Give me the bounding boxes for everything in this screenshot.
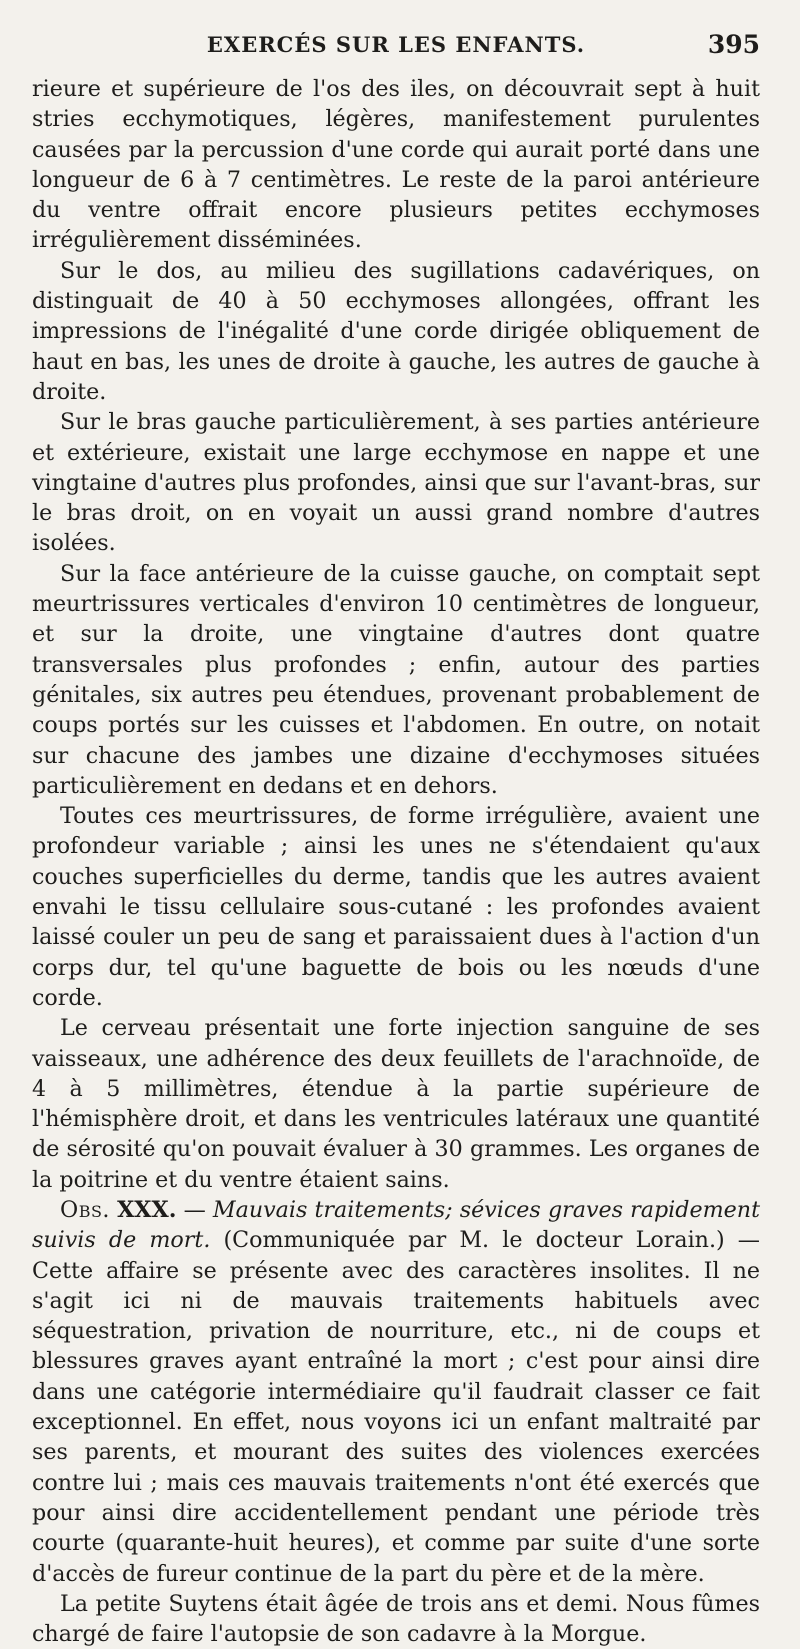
observation-text: (Communiquée par M. le docteur Lorain.) — Cette affaire se présente avec des caractères insolites. Il ne s'agit ici ni de mauvais traitements habituels avec séquestration, privation de nourriture, etc., ni de coups et blessures graves ayant entraîné la mort ; c'est pour ainsi dire dans une catégorie intermédiaire qu'il faudrait classer ce fait exceptionnel. En effet, nous voyons ici un enfant maltraité par ses parents, et mourant des suites des violences exercées contre lui ; mais ces mauvais traitements n'ont été exercés que pour ainsi dire accidentellement pendant une période très courte (quarante-huit heures), et comme par suite d'une sorte d'accès de fureur continue de la part du père et de la mère.	[32, 1227, 760, 1587]
paragraph-bras: Sur le bras gauche particulièrement, à ses parties antérieure et extérieure, existait une large ecchymose en nappe et une vingtaine d'autres plus profondes, ainsi que sur l'avant-bras, sur le bras droit, on en voyait un aussi grand nombre d'autres isolées.	[32, 409, 760, 557]
paragraph-cuisse: Sur la face antérieure de la cuisse gauche, on comptait sept meurtrissures verticales d'environ 10 centimètres de longueur, et sur la droite, une vingtaine d'autres dont quatre transversales plus profondes ; enfin, autour des parties génitales, six autres peu étendues, provenant probablement de coups portés sur les cuisses et l'abdomen. En outre, on notait sur chacune des jambes une dizaine d'ecchymoses situées particulièrement en dedans et en dehors.	[32, 560, 760, 799]
observation-paragraph	[32, 1195, 760, 1589]
paragraph-continued: rieure et supérieure de l'os des iles, on découvrait sept à huit stries ecchymotiques, légères, manifestement purulentes causées par la percussion d'une corde qui aurait porté dans une longueur de 6 à 7 centimètres. Le reste de la paroi antérieure du ventre offrait encore plusieurs petites ecchymoses irrégulièrement disséminées.	[32, 76, 760, 254]
observation-label: Obs.	[60, 1196, 110, 1223]
running-title: EXERCÉS SUR LES ENFANTS.	[206, 32, 586, 57]
observation-title: Mauvais traitements; sévices graves rapidement suivis de mort.	[32, 1196, 760, 1254]
running-head	[32, 28, 760, 68]
observation-dash: —	[176, 1196, 213, 1223]
paragraph-meurtrissures: Toutes ces meurtrissures, de forme irrégulière, avaient une profondeur variable ; ainsi les unes ne s'étendaient qu'aux couches superficielles du derme, tandis que les autres avaient envahi le tissu cellulaire sous-cutané : les profondes avaient laissé couler un peu de sang et paraissaient dues à l'action d'un corps dur, tel qu'une baguette de bois ou les nœuds d'une corde.	[32, 803, 760, 1011]
paragraph-cerveau: Le cerveau présentait une forte injection sanguine de ses vaisseaux, une adhérence des deux feuillets de l'arachnoïde, de 4 à 5 millimètres, étendue à la partie supérieure de l'hémisphère droit, et dans les ventricules latéraux une quantité de sérosité qu'on pouvait évaluer à 30 grammes. Les organes de la poitrine et du ventre étaient sains.	[32, 1015, 760, 1193]
page-number: 395	[707, 30, 760, 59]
observation-number: XXX.	[117, 1196, 177, 1223]
paragraph-dos: Sur le dos, au milieu des sugillations cadavériques, on distinguait de 40 à 50 ecchymoses allongées, offrant les impressions de l'inégalité d'une corde dirigée obliquement de haut en bas, les unes de droite à gauche, les autres de gauche à droite.	[32, 257, 760, 405]
body-text	[32, 74, 760, 1649]
paragraph-final: La petite Suytens était âgée de trois ans et demi. Nous fûmes chargé de faire l'autopsie de son cadavre à la Morgue.	[32, 1590, 760, 1648]
